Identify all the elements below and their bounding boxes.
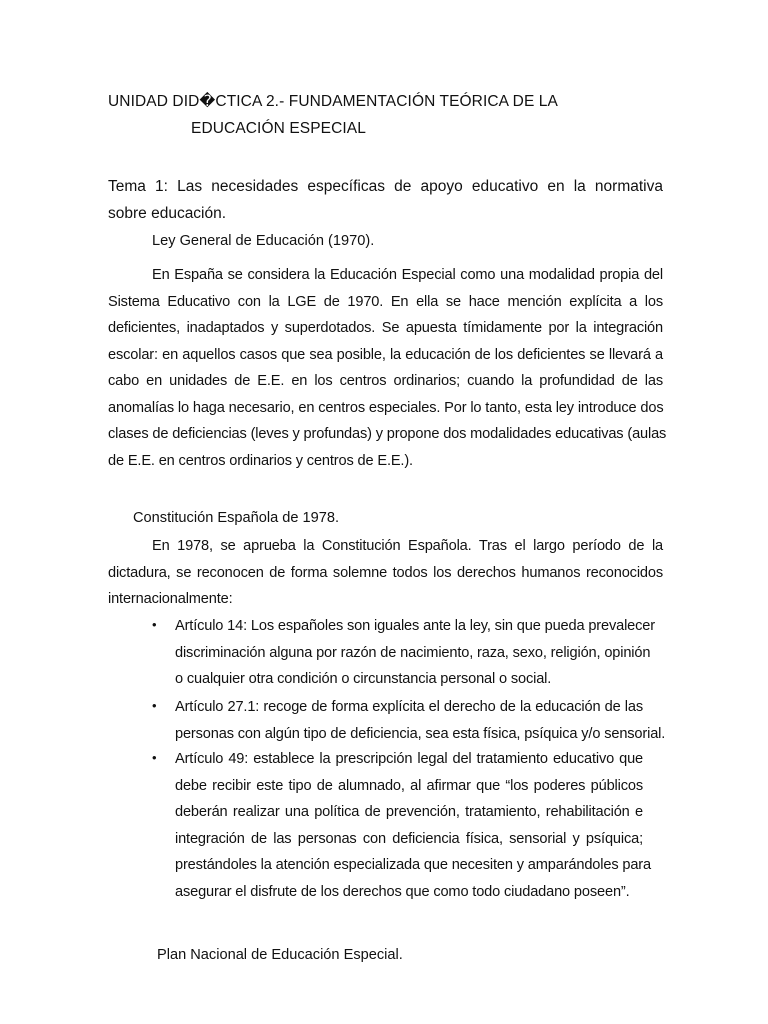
- tema-line-2: sobre educación.: [108, 205, 227, 222]
- paragraph-line: clases de deficiencias (leves y profundas) y propone dos modalidades educativas (aulas: [108, 426, 667, 442]
- bullet-item-articulo-27: [175, 694, 666, 747]
- unit-title-line-1: UNIDAD DID�CTICA 2.- FUNDAMENTACIÓN TEÓRICA DE LA: [108, 93, 558, 110]
- paragraph-line: dictadura, se reconocen de forma solemne todos los derechos humanos reconocidos: [108, 564, 663, 581]
- paragraph-constitucion: [108, 533, 663, 613]
- bullet-line: prestándoles la atención especializada que necesiten y amparándoles para: [175, 857, 651, 874]
- paragraph-line: de E.E. en centros ordinarios y centros de E.E.).: [108, 452, 413, 469]
- paragraph-line: En 1978, se aprueba la Constitución Española. Tras el largo período de la: [152, 538, 663, 554]
- bullet-line: Artículo 49: establece la prescripción legal del tratamiento educativo que: [175, 751, 643, 767]
- paragraph-line: Sistema Educativo con la LGE de 1970. En ella se hace mención explícita a los: [108, 293, 663, 310]
- tema-heading: [108, 173, 663, 227]
- paragraph-lge: [108, 262, 667, 474]
- bullet-line: personas con algún tipo de deficiencia, sea esta física, psíquica y/o sensorial.: [175, 725, 666, 742]
- bullet-line: Artículo 27.1: recoge de forma explícita el derecho de la educación de las: [175, 699, 643, 715]
- bullet-line: debe recibir este tipo de alumnado, al afirmar que “los poderes públicos: [175, 777, 643, 794]
- paragraph-line: En España se considera la Educación Especial como una modalidad propia del: [152, 267, 663, 283]
- section-heading-plan-nacional: Plan Nacional de Educación Especial.: [157, 947, 403, 963]
- paragraph-line: anomalías lo haga necesario, en centros especiales. Por lo tanto, esta ley introduce dos: [108, 399, 664, 416]
- bullet-line: asegurar el disfrute de los derechos que como todo ciudadano poseen”.: [175, 883, 630, 900]
- paragraph-line: escolar: en aquellos casos que sea posible, la educación de los deficientes se llevará a: [108, 346, 663, 363]
- bullet-line: o cualquier otra condición o circunstancia personal o social.: [175, 671, 552, 688]
- paragraph-line: cabo en unidades de E.E. en los centros ordinarios; cuando la profundidad de las: [108, 373, 663, 389]
- bullet-line: discriminación alguna por razón de nacimiento, raza, sexo, religión, opinión: [175, 644, 651, 661]
- bullet-marker: •: [152, 698, 157, 713]
- paragraph-line: deficientes, inadaptados y superdotados. Se apuesta tímidamente por la integración: [108, 320, 663, 336]
- bullet-line: Artículo 14: Los españoles son iguales ante la ley, sin que pueda prevalecer: [175, 618, 655, 634]
- bullet-item-articulo-49: [175, 746, 651, 906]
- bullet-item-articulo-14: [175, 613, 655, 693]
- bullet-line: integración de las personas con deficiencia física, sensorial y psíquica;: [175, 830, 643, 847]
- section-heading-lge: Ley General de Educación (1970).: [152, 233, 375, 249]
- bullet-marker: •: [152, 750, 157, 765]
- section-heading-constitucion: Constitución Española de 1978.: [133, 510, 340, 526]
- paragraph-line: internacionalmente:: [108, 591, 233, 607]
- unit-title-line-2: EDUCACIÓN ESPECIAL: [191, 120, 366, 137]
- bullet-marker: •: [152, 617, 157, 632]
- bullet-line: deberán realizar una política de prevención, tratamiento, rehabilitación e: [175, 804, 643, 821]
- tema-line-1: Tema 1: Las necesidades específicas de apoyo educativo en la normativa: [108, 178, 663, 195]
